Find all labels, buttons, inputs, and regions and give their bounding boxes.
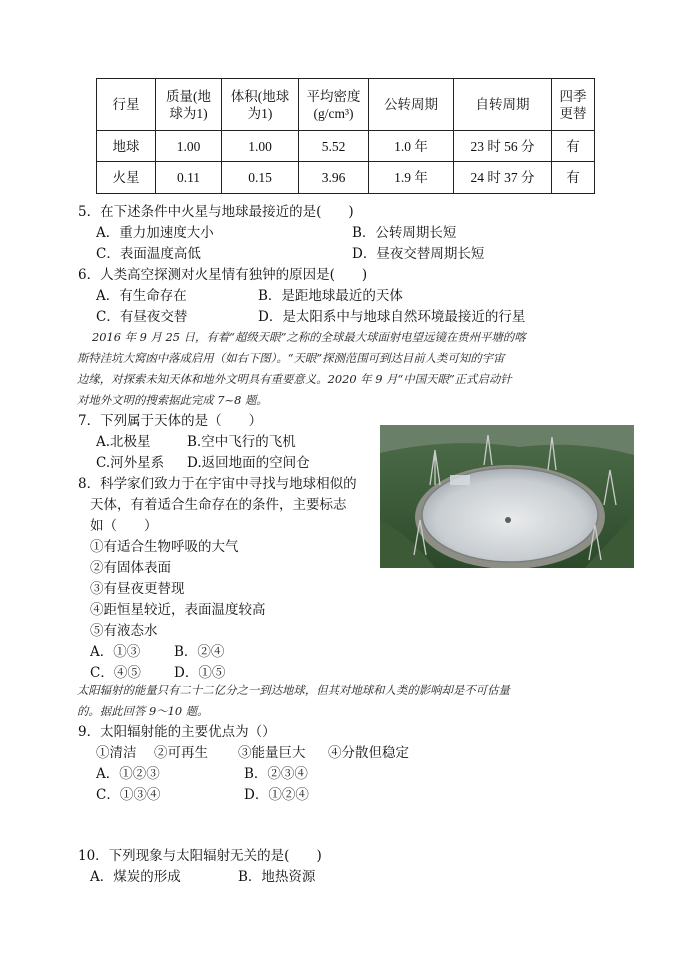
q8-item: ④距恒星较近，表面温度较高 (90, 602, 266, 618)
q7-option-a: A.北极星 (96, 434, 151, 450)
question-5-stem: 5．在下述条件中火星与地球最接近的是( ) (78, 204, 354, 220)
table-cell: 5.52 (299, 131, 369, 162)
q9-option-b: B．②③④ (244, 766, 308, 782)
q6-option-a: A．有生命存在 (96, 288, 187, 304)
passage-1-line: 2016 年 9 月 25 日，有着“超级天眼”之称的全球最大球面射电望远镜在贵州平塘的喀 (92, 330, 526, 344)
passage-2-line: 的。据此回答 9～10 题。 (77, 704, 209, 718)
q10-option-a: A．煤炭的形成 (90, 869, 181, 885)
table-row (97, 162, 595, 194)
q5-option-b: B．公转周期长短 (352, 225, 457, 241)
table-cell: 3.96 (299, 162, 369, 194)
q5-option-a: A．重力加速度大小 (96, 225, 214, 241)
q9-item: ②可再生 (154, 745, 208, 761)
th-mass: 质量(地 球为1) (156, 79, 222, 131)
q9-option-c: C．①③④ (96, 787, 161, 803)
question-8-stem: 天体，有着适合生命存在的条件，主要标志 (90, 497, 347, 513)
passage-1-line: 边缘，对探索未知天体和地外文明具有重要意义。2020 年 9 月“中国天眼”正式启动针 (77, 372, 512, 386)
table-cell: 有 (552, 162, 595, 194)
table-cell: 1.9 年 (369, 162, 454, 194)
th-revolution: 公转周期 (369, 79, 454, 131)
q8-item: ①有适合生物呼吸的大气 (90, 539, 239, 555)
th-density: 平均密度 (g/cm³) (299, 79, 369, 131)
table-row (97, 131, 595, 162)
table-cell: 1.00 (222, 131, 299, 162)
q8-item: ②有固体表面 (90, 560, 171, 576)
q7-option-d: D.返回地面的空间仓 (187, 455, 310, 471)
q6-option-c: C．有昼夜交替 (96, 309, 188, 325)
q9-item: ④分散但稳定 (328, 745, 409, 761)
table-cell: 0.15 (222, 162, 299, 194)
q6-option-d: D．是太阳系中与地球自然环境最接近的行星 (258, 309, 526, 325)
table-cell: 23 时 56 分 (454, 131, 552, 162)
question-10-stem: 10．下列现象与太阳辐射无关的是( ) (78, 848, 322, 864)
th-rotation: 自转周期 (454, 79, 552, 131)
table-cell: 地球 (97, 131, 156, 162)
passage-2-line: 太阳辐射的能量只有二十二亿分之一到达地球，但其对地球和人类的影响却是不可估量 (77, 683, 510, 697)
q8-option-d: D．①⑤ (174, 665, 226, 681)
q9-item: ③能量巨大 (238, 745, 306, 761)
q6-option-b: B．是距地球最近的天体 (258, 288, 403, 304)
table-cell: 0.11 (156, 162, 222, 194)
fast-telescope-photo (380, 425, 634, 568)
q8-option-a: A．①③ (90, 644, 141, 660)
table-cell: 1.00 (156, 131, 222, 162)
q8-option-b: B．②④ (174, 644, 225, 660)
question-8-stem: 如（ ） (90, 518, 158, 534)
q9-option-d: D．①②④ (244, 787, 309, 803)
question-6-stem: 6．人类高空探测对火星情有独钟的原因是( ) (78, 267, 368, 283)
q7-option-b: B.空中飞行的飞机 (187, 434, 296, 450)
q10-option-b: B．地热资源 (238, 869, 316, 885)
passage-1-line: 对地外文明的搜索据此完成 7~8 题。 (77, 393, 268, 407)
q8-option-c: C．④⑤ (90, 665, 141, 681)
table-cell: 1.0 年 (369, 131, 454, 162)
th-volume: 体积(地球 为1) (222, 79, 299, 131)
q8-item: ⑤有液态水 (90, 623, 158, 639)
q9-item: ①清洁 (96, 745, 137, 761)
q8-item: ③有昼夜更替现 (90, 581, 185, 597)
table-cell: 24 时 37 分 (454, 162, 552, 194)
th-seasons: 四季 更替 (552, 79, 595, 131)
passage-1-line: 斯特洼坑大窝凼中落成启用（如右下图）。“天眼”探测范围可到达目前人类可知的宇宙 (77, 351, 505, 365)
question-8-stem: 8．科学家们致力于在宇宙中寻找与地球相似的 (78, 476, 357, 492)
th-planet: 行星 (97, 79, 156, 131)
table-cell: 有 (552, 131, 595, 162)
planet-comparison-table (96, 78, 595, 194)
q9-option-a: A．①②③ (96, 766, 160, 782)
q7-option-c: C.河外星系 (96, 455, 165, 471)
q5-option-c: C．表面温度高低 (96, 246, 201, 262)
question-7-stem: 7．下列属于天体的是（ ） (78, 413, 263, 429)
table-cell: 火星 (97, 162, 156, 194)
q5-option-d: D．昼夜交替周期长短 (352, 246, 485, 262)
table-header-row (97, 79, 595, 131)
question-9-stem: 9．太阳辐射能的主要优点为（） (78, 724, 276, 740)
